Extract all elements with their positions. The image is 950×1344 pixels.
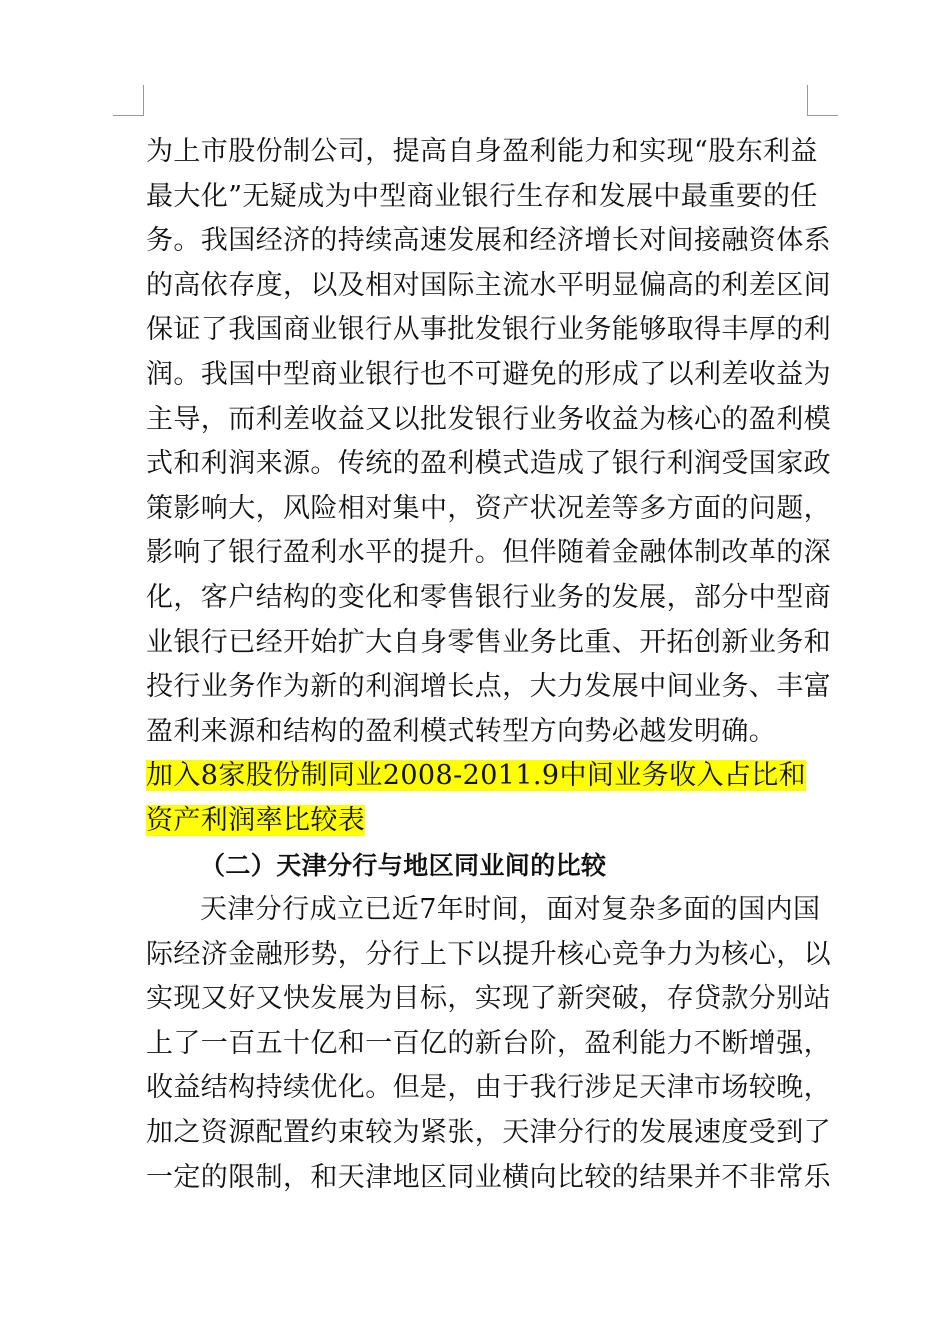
text-line: 加之资源配置约束较为紧张，天津分行的发展速度受到了: [146, 1117, 831, 1149]
document-body: [146, 130, 831, 1200]
text-line: 主导，而利差收益又以批发银行业务收益为核心的盈利模: [146, 403, 831, 435]
paragraph-1: [146, 130, 831, 754]
text-line: 实现又好又快发展为目标，实现了新突破，存贷款分别站: [146, 983, 831, 1015]
highlighted-note: [146, 754, 810, 843]
section-heading: （二）天津分行与地区同业间的比较: [200, 850, 607, 880]
text-line: 投行业务作为新的利润增长点，大力发展中间业务、丰富: [146, 671, 831, 703]
text-line: 影响了银行盈利水平的提升。但伴随着金融体制改革的深: [146, 537, 831, 569]
text-line: 一定的限制，和天津地区同业横向比较的结果并不非常乐: [146, 1161, 831, 1193]
crop-mark-top-left: [113, 85, 144, 116]
text-line: 天津分行成立已近7年时间，面对复杂多面的国内国: [200, 894, 821, 926]
text-line: 的高依存度，以及相对国际主流水平明显偏高的利差区间: [146, 269, 831, 301]
text-line: 上了一百五十亿和一百亿的新台阶，盈利能力不断增强，: [146, 1027, 831, 1059]
crop-mark-top-right: [807, 85, 838, 116]
text-line: 策影响大，风险相对集中，资产状况差等多方面的问题，: [146, 492, 831, 524]
text-line: 收益结构持续优化。但是，由于我行涉足天津市场较晚，: [146, 1072, 831, 1104]
text-line: 业银行已经开始扩大自身零售业务比重、开拓创新业务和: [146, 626, 831, 658]
paragraph-2: [146, 888, 831, 1200]
text-line: 保证了我国商业银行从事批发银行业务能够取得丰厚的利: [146, 314, 831, 346]
text-line: 际经济金融形势，分行上下以提升核心竞争力为核心，以: [146, 938, 831, 970]
highlighted-text-line: 加入8家股份制同业2008-2011.9中间业务收入占比和: [146, 760, 807, 792]
text-line: 化，客户结构的变化和零售银行业务的发展，部分中型商: [146, 581, 831, 613]
text-line: 最大化”无疑成为中型商业银行生存和发展中最重要的任: [146, 180, 818, 212]
text-line: 为上市股份制公司，提高自身盈利能力和实现“股东利益: [146, 136, 818, 167]
text-line: 润。我国中型商业银行也不可避免的形成了以利差收益为: [146, 358, 831, 390]
text-line: 盈利来源和结构的盈利模式转型方向势必越发明确。: [146, 715, 777, 747]
text-line: 务。我国经济的持续高速发展和经济增长对间接融资体系: [146, 225, 831, 257]
text-line: 式和利润来源。传统的盈利模式造成了银行利润受国家政: [146, 448, 831, 480]
highlighted-text-line: 资产利润率比较表: [146, 804, 366, 836]
